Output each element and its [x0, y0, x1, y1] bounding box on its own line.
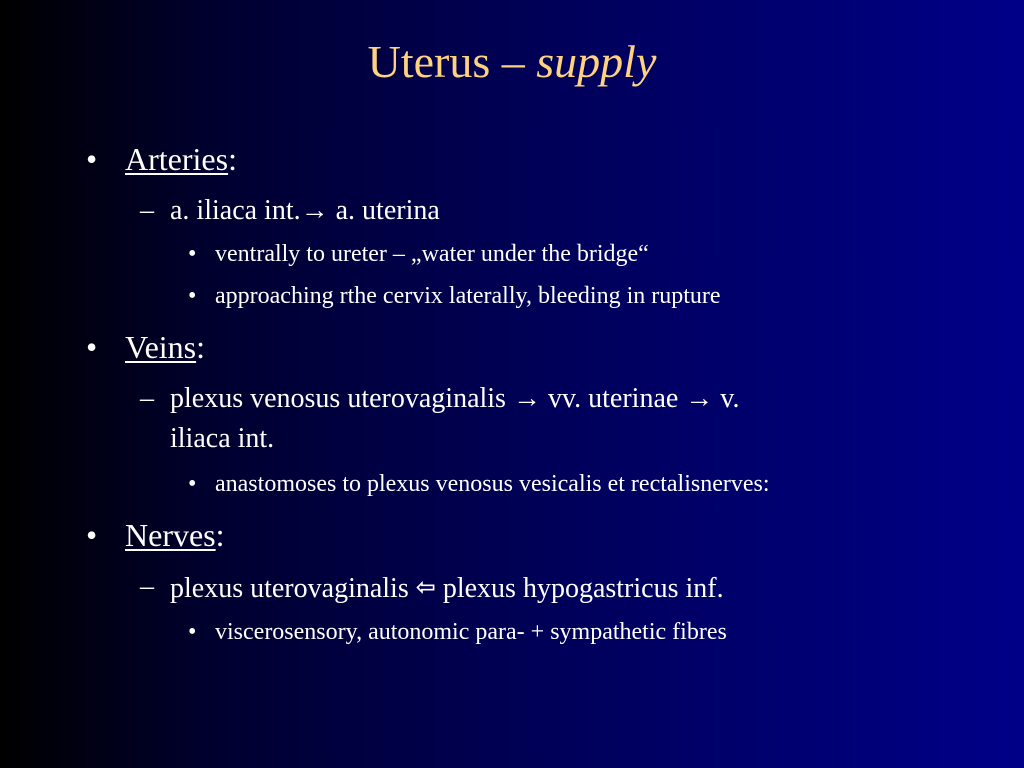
arteries-point-1: ventrally to ureter – „water under the bridge“ — [215, 241, 649, 267]
left-arrow-icon: ⇦ — [415, 573, 436, 601]
heading-word: Veins — [125, 329, 197, 365]
bullet-icon: • — [86, 329, 98, 365]
veins-point-1: anastomoses to plexus venosus vesicalis et rectalisnerves: — [215, 471, 770, 497]
dash-icon: – — [140, 195, 154, 226]
veins-subpoint-line-2: iliaca int. — [170, 423, 275, 454]
bullet-icon: • — [188, 241, 197, 267]
heading-colon: : — [196, 329, 205, 365]
title-main: Uterus – — [367, 36, 537, 87]
nerves-point-1: viscerosensory, autonomic para- + sympathetic fibres — [215, 619, 727, 645]
heading-word: Nerves — [125, 517, 216, 553]
nerves-text-after: plexus hypogastricus inf. — [435, 573, 724, 604]
heading-colon: : — [215, 517, 225, 553]
section-heading-veins — [125, 328, 205, 366]
bullet-icon: • — [188, 471, 197, 497]
nerves-subpoint — [170, 570, 724, 606]
title-italic: supply — [536, 36, 657, 87]
bullet-icon: • — [188, 619, 197, 645]
arteries-point-2: approaching rthe cervix laterally, bleeding in rupture — [215, 283, 721, 309]
nerves-text-before: plexus uterovaginalis — [170, 573, 416, 604]
bullet-icon: • — [86, 517, 98, 553]
bullet-icon: • — [188, 283, 197, 309]
bullet-icon: • — [86, 141, 98, 177]
veins-subpoint-line-1: plexus venosus uterovaginalis → vv. uterinae → v. — [170, 383, 740, 414]
dash-icon: – — [140, 383, 154, 414]
section-heading-arteries — [125, 140, 237, 178]
dash-icon: – — [140, 571, 154, 602]
heading-colon: : — [228, 141, 237, 177]
heading-word: Arteries — [125, 141, 229, 177]
section-heading-nerves — [125, 516, 225, 554]
arteries-subpoint: a. iliaca int.→ a. uterina — [170, 195, 440, 226]
